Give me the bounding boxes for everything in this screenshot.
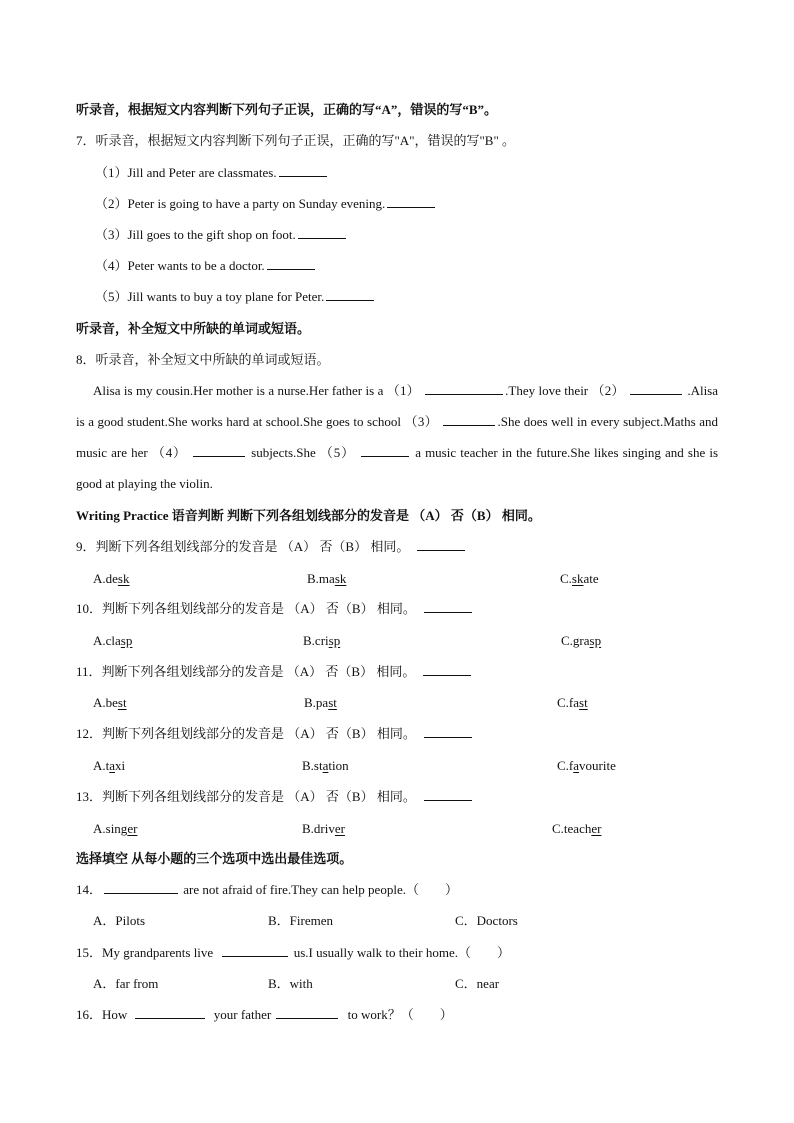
underlined-letters: sk [117, 571, 130, 586]
underlined-letters: sk [334, 571, 347, 586]
q14-number: 14． [76, 882, 103, 897]
section-header-listen-judge: 听录音，根据短文内容判断下列句子正误，正确的写“A”，错误的写“B”。 [76, 102, 498, 117]
q7-item-4-text: （4）Peter wants to be a doctor. [95, 258, 265, 273]
q9-option-c[interactable] [560, 570, 599, 588]
q11-option-a[interactable] [93, 694, 127, 712]
q16-stem [76, 1006, 453, 1024]
underlined-letters: a [322, 758, 329, 773]
q8-passage-part-5: subjects.She （5） [251, 445, 355, 460]
q8-passage-part-1: Alisa is my cousin.Her mother is a nurse.Her father is a （1） [93, 383, 420, 398]
q15-option-c[interactable]: C．near [455, 976, 500, 991]
q13-option-b[interactable] [302, 820, 345, 838]
answer-blank[interactable] [387, 195, 435, 208]
q14-option-b[interactable]: B．Firemen [268, 913, 333, 928]
answer-blank[interactable] [423, 663, 471, 676]
underlined-letters: sk [571, 571, 584, 586]
option-text: A.be [93, 695, 118, 710]
underlined-letters: sp [589, 633, 602, 648]
q7-item-1-text: （1）Jill and Peter are classmates. [95, 165, 277, 180]
q7-item-2 [95, 195, 437, 213]
option-text: B.pa [304, 695, 329, 710]
q9-stem-text: 判断下列各组划线部分的发音是 （A） 否（B） 相同。 [95, 539, 410, 554]
underlined-letters: er [127, 821, 138, 836]
option-text: B.st [302, 758, 323, 773]
q7-item-1 [95, 164, 329, 182]
answer-blank[interactable] [279, 164, 327, 177]
q8-passage-part-3: .Alisa is a good student.She works hard at school.She goes to school （3） [76, 383, 719, 429]
answer-blank[interactable] [424, 725, 472, 738]
option-text: B.cri [303, 633, 329, 648]
q7-item-5-text: （5）Jill wants to buy a toy plane for Peter. [95, 289, 325, 304]
option-text: B.driv [302, 821, 335, 836]
q15-stem [76, 944, 510, 962]
answer-blank[interactable] [104, 881, 178, 894]
answer-blank-5[interactable] [361, 444, 409, 457]
q10-option-b[interactable] [303, 632, 340, 650]
q10-stem-text: 判断下列各组划线部分的发音是 （A） 否（B） 相同。 [102, 601, 416, 616]
section-header-listen-fill: 听录音，补全短文中所缺的单词或短语。 [76, 321, 311, 336]
option-text: C.fa [557, 695, 580, 710]
section-header-writing-practice: Writing Practice 语音判断 判断下列各组划线部分的发音是 （A） 否（B） 相同。 [76, 508, 541, 523]
answer-blank[interactable] [417, 538, 465, 551]
q7-item-3-text: （3）Jill goes to the gift shop on foot. [95, 227, 296, 242]
option-text: C.f [557, 758, 574, 773]
option-text: A.de [93, 571, 118, 586]
q10-option-c[interactable] [561, 632, 601, 650]
section-header-choose: 选择填空 从每小题的三个选项中选出最佳选项。 [76, 851, 353, 866]
q11-number: 11． [76, 664, 102, 679]
answer-blank-2[interactable] [630, 382, 682, 395]
q7-item-2-text: （2）Peter is going to have a party on Sunday evening. [95, 196, 386, 211]
q7-item-5 [95, 288, 376, 306]
underlined-letters: sp [120, 633, 133, 648]
q15-option-b[interactable]: B．with [268, 976, 313, 991]
q12-option-a[interactable] [93, 757, 125, 775]
q16-number: 16．How [76, 1007, 128, 1022]
q15-option-a[interactable]: A．far from [93, 976, 159, 991]
q13-option-c[interactable] [552, 820, 601, 838]
q13-stem [76, 788, 474, 806]
q13-number: 13． [76, 789, 103, 804]
underlined-letters: st [117, 695, 127, 710]
q14-text: are not afraid of fire.They can help people.（ ） [183, 882, 458, 897]
q10-stem [76, 600, 474, 618]
option-text: A.cla [93, 633, 121, 648]
q8-passage-part-4: .She does well in every subject.Maths and music are her （4） [76, 414, 719, 460]
q11-stem-text: 判断下列各组划线部分的发音是 （A） 否（B） 相同。 [101, 664, 416, 679]
answer-blank-1[interactable] [135, 1006, 205, 1019]
q12-option-c[interactable] [557, 757, 616, 775]
option-text: B.ma [307, 571, 335, 586]
answer-blank-1[interactable] [425, 382, 503, 395]
underlined-letters: er [591, 821, 602, 836]
q14-stem [76, 881, 458, 899]
q11-option-b[interactable] [304, 694, 337, 712]
q15-number: 15．My grandparents live [76, 945, 214, 960]
answer-blank-2[interactable] [276, 1006, 338, 1019]
q10-option-a[interactable] [93, 632, 132, 650]
underlined-letters: a [573, 758, 580, 773]
option-text: C. [560, 571, 572, 586]
q12-number: 12． [76, 726, 103, 741]
q16-text: to work？（ ） [347, 1007, 453, 1022]
q12-stem-text: 判断下列各组划线部分的发音是 （A） 否（B） 相同。 [102, 726, 416, 741]
underlined-letters: st [328, 695, 337, 710]
q13-stem-text: 判断下列各组划线部分的发音是 （A） 否（B） 相同。 [102, 789, 416, 804]
answer-blank[interactable] [326, 288, 374, 301]
underlined-letters: sp [328, 633, 341, 648]
answer-blank[interactable] [298, 226, 346, 239]
q7-stem: 7．听录音，根据短文内容判断下列句子正误，正确的写"A"，错误的写"B" 。 [76, 133, 516, 148]
answer-blank[interactable] [424, 788, 472, 801]
option-text-end: ate [583, 571, 599, 586]
answer-blank[interactable] [267, 257, 315, 270]
q9-number: 9． [76, 539, 96, 554]
q9-option-b[interactable] [307, 570, 346, 588]
q7-item-4 [95, 257, 317, 275]
q10-number: 10． [76, 601, 103, 616]
q8-stem: 8．听录音，补全短文中所缺的单词或短语。 [76, 352, 330, 367]
q8-passage-part-6: a music teacher in the future.She likes singing and she is good at playing the violin. [76, 445, 719, 491]
q11-option-c[interactable] [557, 694, 588, 712]
underlined-letters: a [109, 758, 116, 773]
q9-stem [76, 538, 467, 556]
q8-passage-part-2: .They love their （2） [505, 383, 625, 398]
q15-text: us.I usually walk to their home.（ ） [293, 945, 510, 960]
option-text: A.t [93, 758, 110, 773]
q8-passage [76, 375, 718, 499]
q14-option-a[interactable]: A．Pilots [93, 913, 146, 928]
answer-blank-3[interactable] [443, 413, 495, 426]
underlined-letters: er [334, 821, 345, 836]
q12-stem [76, 725, 474, 743]
q7-item-3 [95, 226, 348, 244]
q13-option-a[interactable] [93, 820, 137, 838]
option-text: C.gra [561, 633, 590, 648]
q16-mid-text: your father [213, 1007, 272, 1022]
option-text-end: vourite [579, 758, 616, 773]
underlined-letters: st [579, 695, 588, 710]
option-text: C.teach [552, 821, 592, 836]
q12-option-b[interactable] [302, 757, 349, 775]
answer-blank[interactable] [424, 600, 472, 613]
q11-stem [76, 663, 473, 681]
option-text-end: xi [115, 758, 126, 773]
q14-option-c[interactable]: C．Doctors [455, 913, 518, 928]
answer-blank[interactable] [222, 944, 288, 957]
answer-blank-4[interactable] [193, 444, 245, 457]
option-text-end: tion [328, 758, 349, 773]
q9-option-a[interactable] [93, 570, 129, 588]
option-text: A.sing [93, 821, 128, 836]
